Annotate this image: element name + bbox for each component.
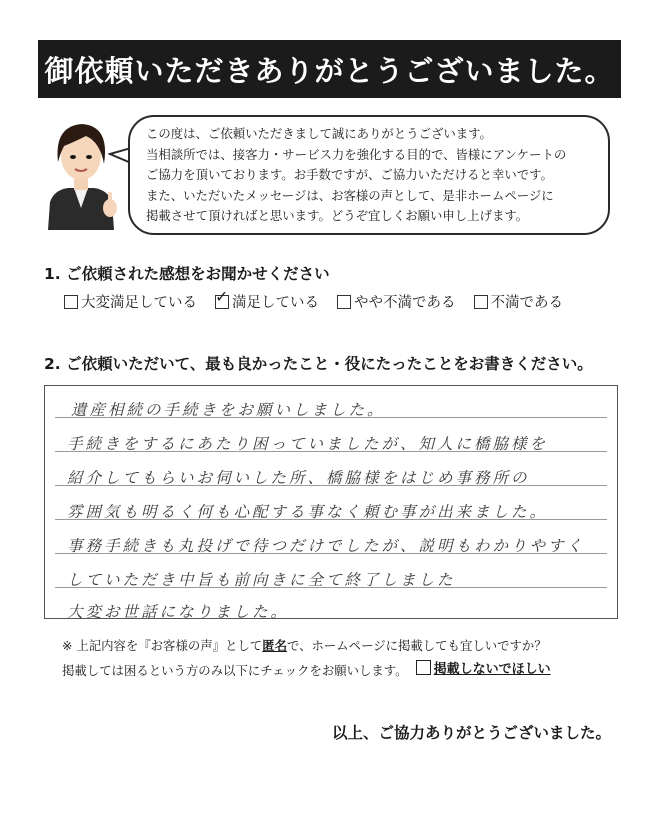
- page-title: 御依頼いただきありがとうございました。: [38, 40, 621, 98]
- intro-message: [146, 124, 606, 227]
- anonymous-emphasis: 匿名: [262, 638, 287, 653]
- handwritten-line: 遺産相続の手続きをお願いしました。: [71, 401, 386, 419]
- handwritten-line: 雰囲気も明るく何も心配する事なく頼む事が出来ました。: [67, 503, 549, 521]
- option-label: 大変満足している: [81, 295, 197, 311]
- option-label: 不満である: [490, 295, 563, 311]
- checkbox[interactable]: [474, 295, 488, 309]
- checkbox-checked[interactable]: [215, 286, 229, 309]
- answer-area[interactable]: [44, 385, 618, 619]
- intro-line: また、いただいたメッセージは、お客様の声として、是非ホームページに: [146, 187, 554, 203]
- handwritten-line: していただき中旨も前向きに全て終了しました: [67, 571, 456, 589]
- staff-avatar-illustration: [40, 112, 122, 230]
- handwritten-line: 手続きをするにあたり困っていましたが、知人に橋脇様を: [67, 435, 549, 453]
- note-text: 掲載しては困るという方のみ以下にチェックをお願いします。: [62, 663, 408, 678]
- checkbox[interactable]: [64, 295, 78, 309]
- option-dissatisfied[interactable]: [474, 291, 564, 312]
- option-somewhat-dissatisfied[interactable]: [337, 291, 456, 312]
- option-label: 満足している: [232, 295, 319, 311]
- handwritten-line: 事務手続きも丸投げで待つだけでしたが、説明もわかりやすく: [67, 537, 586, 555]
- checkbox[interactable]: [337, 295, 351, 309]
- checkbox[interactable]: [416, 660, 431, 675]
- satisfaction-options: [64, 286, 563, 312]
- handwritten-line: 大変お世話になりました。: [67, 603, 290, 621]
- intro-line: 当相談所では、接客力・サービス力を強化する目的で、皆様にアンケートの: [146, 146, 567, 162]
- opt-out-instruction: [62, 658, 551, 679]
- question-2-title: 2. ご依頼いただいて、最も良かったこと・役にたったことをお書きください。: [44, 355, 593, 373]
- note-prefix: ※ 上記内容を『お客様の声』として: [62, 638, 263, 653]
- intro-line: ご協力を頂いております。お手数ですが、ご協力いただけると幸いです。: [146, 167, 553, 182]
- opt-out-label: 掲載しないでほしい: [433, 662, 551, 677]
- opt-out-checkbox-option[interactable]: [416, 658, 551, 677]
- handwritten-line: 紹介してもらいお伺いした所、橋脇様をはじめ事務所の: [67, 469, 530, 487]
- closing-message: 以上、ご協力ありがとうございました。: [331, 724, 611, 742]
- question-1-title: 1. ご依頼された感想をお聞かせください: [44, 265, 330, 283]
- intro-line: 掲載させて頂ければと思います。どうぞ宜しくお願い申し上げます。: [146, 208, 529, 223]
- option-satisfied[interactable]: [215, 286, 319, 312]
- intro-line: この度は、ご依頼いただきまして誠にありがとうございます。: [146, 126, 492, 141]
- check-mark-icon: ✓: [215, 286, 229, 306]
- option-label: やや不満である: [354, 295, 456, 311]
- option-very-satisfied[interactable]: [64, 291, 197, 312]
- publication-consent-question: [62, 636, 547, 654]
- note-suffix: で、ホームページに掲載しても宜しいですか？: [286, 638, 547, 653]
